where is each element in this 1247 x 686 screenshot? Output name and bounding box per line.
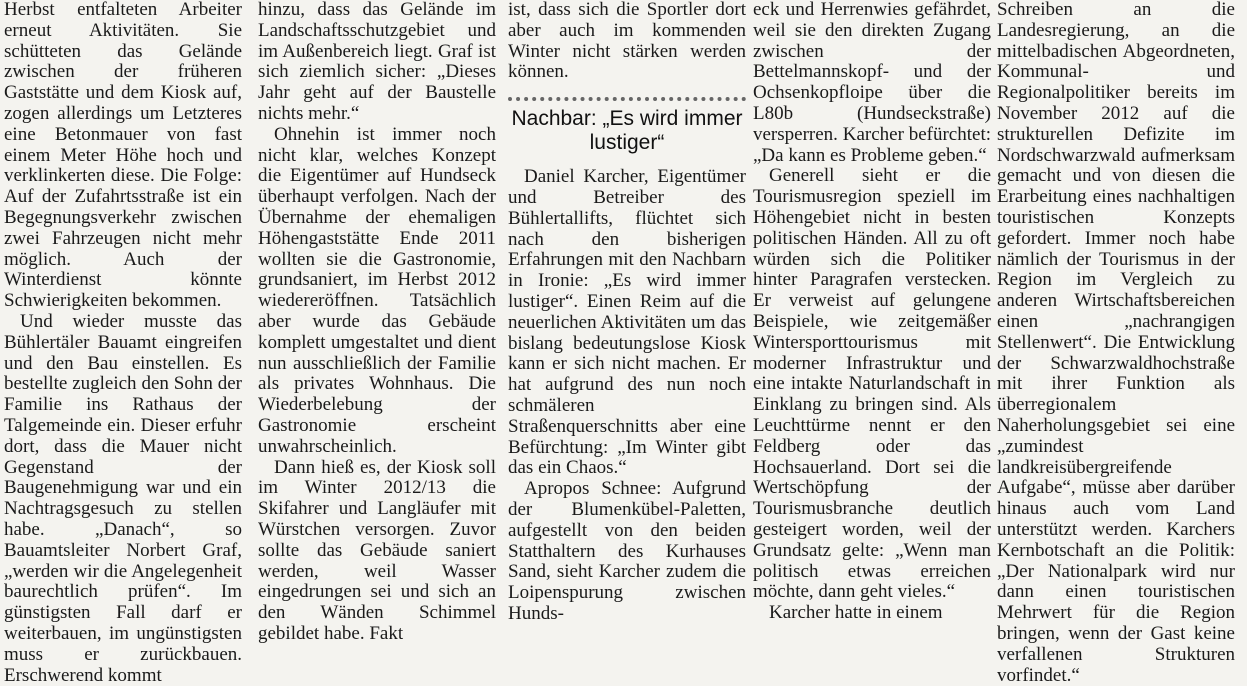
paragraph: Herbst entfalteten Arbeiter erneut Aktivitäten. Sie schütteten das Gelände zwischen der früheren Gaststätte und dem Kiosk auf, zogen allerdings um Letzteres eine Betonmauer von fast einem Meter Höhe hoch und verklinkerten diese. Die Folge: Auf der Zufahrtsstraße ist ein Begegnungsverkehr zwischen zwei Fahrzeugen nicht mehr möglich. Auch der Winterdienst könnte Schwierigkeiten bekommen.: [4, 0, 242, 312]
paragraph: eck und Herrenwies gefährdet, weil sie den direkten Zugang zwischen der Bettelmannskopf- und der Ochsenkopfloipe über die L80b (Hundseckstraße) versperren. Karcher befürchtet: „Da kann es Probleme geben.“: [753, 0, 991, 166]
column-4: [753, 0, 991, 624]
paragraph: Generell sieht er die Tourismusregion speziell im Höhengebiet nicht in besten politischen Händen. All zu oft würden sich die Politiker hinter Paragrafen verstecken. Er verweist auf gelungene Beispiele, wie zeitgemäßer Wintersporttourismus mit moderner Infrastruktur und eine intakte Naturlandschaft in Einklang zu bringen sind. Als Leuchttürme nennt er den Feldberg oder das Hochsauerland. Dort sei die Wertschöpfung der Tourismusbranche deutlich gesteigert worden, weil der Grundsatz gelte: „Wenn man politisch etwas erreichen möchte, dann geht vieles.“: [753, 165, 991, 603]
paragraph: Und wieder musste das Bühlertäler Bauamt eingreifen und den Bau einstellen. Es bestellte zugleich den Sohn der Familie ins Rathaus der Talgemeinde ein. Dieser erfuhr dort, dass die Mauer nicht Gegenstand der Baugenehmigung war und ein Nachtragsgesuch zu stellen habe. „Danach“, so Bauamtsleiter Norbert Graf, „werden wir die Angelegenheit baurechtlich prüfen“. Im günstigsten Fall darf er weiterbauen, im ungünstigsten muss er zurückbauen. Erschwerend kommt: [4, 310, 242, 686]
paragraph: Dann hieß es, der Kiosk soll im Winter 2012/13 die Skifahrer und Langläufer mit Würstchen versorgen. Zuvor sollte das Gebäude saniert werden, weil Wasser eingedrungen sei und sich an den Wänden Schimmel gebildet habe. Fakt: [258, 456, 496, 644]
column-5: [997, 0, 1235, 686]
paragraph: Ohnehin ist immer noch nicht klar, welches Konzept die Eigentümer auf Hundseck überhaupt verfolgen. Nach der Übernahme der ehemaligen Höhengaststätte Ende 2011 wollten sie die Gastronomie, grundsaniert, im Herbst 2012 wiedereröffnen. Tatsächlich aber wurde das Gebäude komplett umgestaltet und dient nun ausschließlich der Familie als privates Wohnhaus. Die Wiederbelebung der Gastronomie erscheint unwahrscheinlich.: [258, 123, 496, 457]
column-1: [4, 0, 242, 686]
subheadline: Nachbar: „Es wird immer lustiger“: [511, 107, 743, 155]
column-2: [258, 0, 496, 644]
paragraph: Karcher hatte in einem: [769, 602, 943, 624]
paragraph: Apropos Schnee: Aufgrund der Blumenkübel-Paletten, aufgestellt von den beiden Statthaltern des Kurhauses Sand, sieht Karcher zudem die Loipenspurung zwischen Hunds-: [508, 478, 746, 624]
paragraph: hinzu, dass das Gelände im Landschaftsschutzgebiet und im Außenbereich liegt. Graf ist sich ziemlich sicher: „Dieses Jahr geht auf der Baustelle nichts mehr.“: [258, 0, 496, 124]
paragraph: ist, dass sich die Sportler dort aber auch im kommenden Winter nicht stärken werden können.: [508, 0, 746, 83]
paragraph: Daniel Karcher, Eigentümer und Betreiber des Bühlertallifts, flüchtet sich nach den bisherigen Erfahrungen mit den Nachbarn in Ironie: „Es wird immer lustiger“. Einen Reim auf die neuerlichen Aktivitäten um das bislang bedeutungslose Kiosk kann er sich nicht machen. Er hat aufgrund des nun noch schmäleren Straßenquerschnitts aber eine Befürchtung: „Im Winter gibt das ein Chaos.“: [508, 166, 746, 479]
section-divider: [508, 97, 746, 101]
paragraph: Schreiben an die Landesregierung, an die mittelbadischen Abgeordneten, Kommunal- und Regionalpolitiker bereits im November 2012 auf die strukturellen Defizite im Nordschwarzwald aufmerksam gemacht und von diesen die Erarbeitung eines nachhaltigen touristischen Konzepts gefordert. Immer noch habe nämlich der Tourismus in der Region im Vergleich zu anderen Wirtschaftsbereichen einen „nachrangigen Stellenwert“. Die Entwicklung der Schwarzwaldhochstraße mit ihrer Funktion als überregionalem Naherholungsgebiet sei eine „zumindest landkreisübergreifende Aufgabe“, müsse aber darüber hinaus auch vom Land unterstützt werden. Karchers Kernbotschaft an die Politik: „Der Nationalpark wird nur dann einen touristischen Mehrwert für die Region bringen, wenn der Gast keine verfallenen Strukturen vorfindet.“: [997, 0, 1235, 686]
column-3: [508, 0, 746, 624]
